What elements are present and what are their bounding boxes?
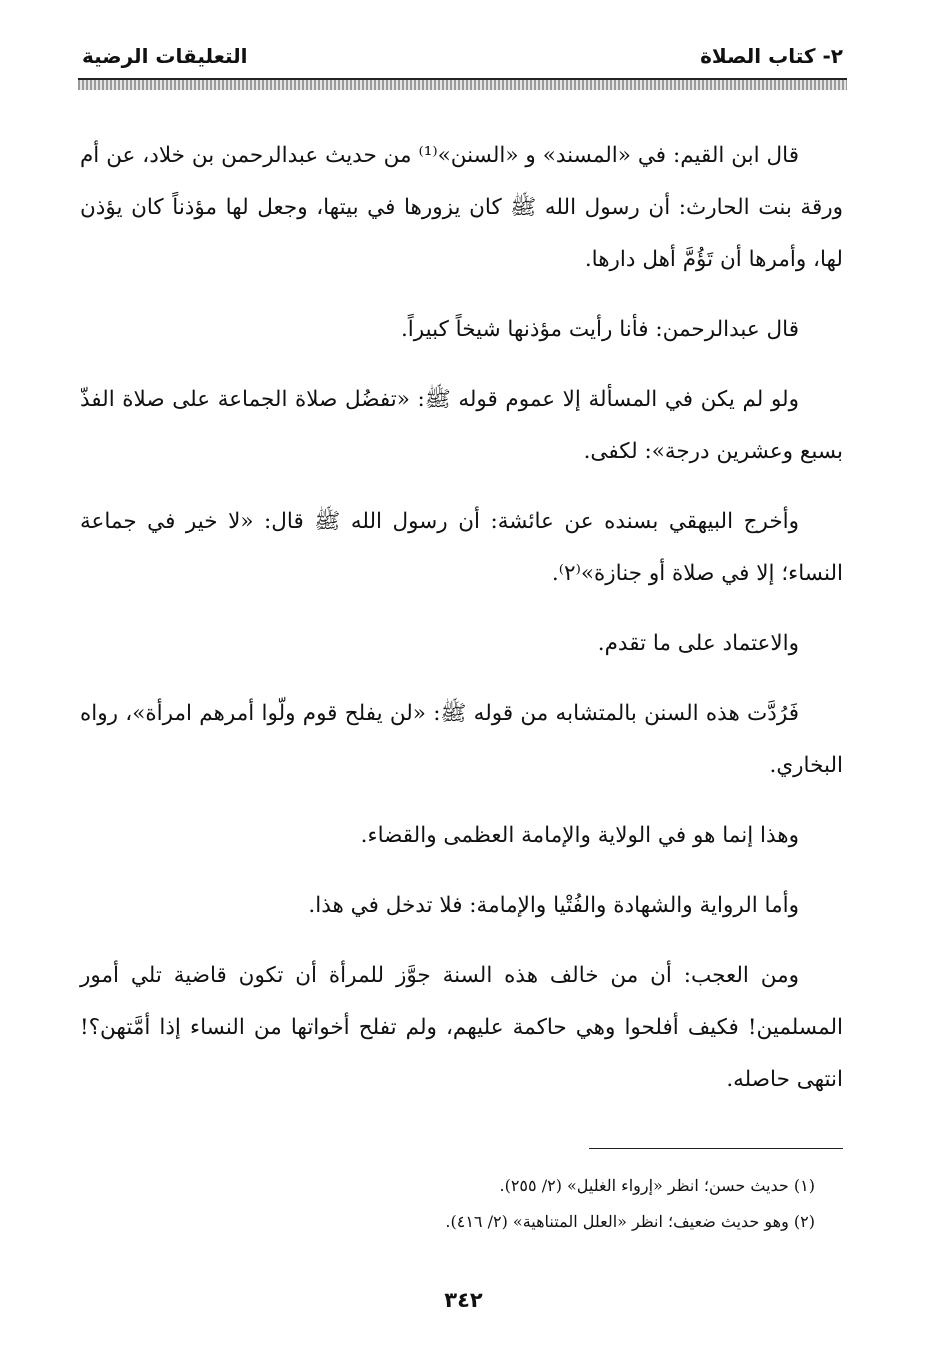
footnote-1: (١) حديث حسن؛ انظر «إرواء الغليل» (٢/ ٢٥٥).	[499, 1176, 815, 1195]
paragraph-reliance: والاعتماد على ما تقدم.	[597, 631, 799, 656]
paragraph-astonishment: ومن العجب: أن من خالف هذه السنة جوَّز للمرأة أن تكون قاضية تلي أمور المسلمين! فكيف أفلحوا وهي حاكمة عليهم، ولم تفلح أخواتها من النساء إذا أمَّتهن؟! انتهى حاصله.	[80, 963, 843, 1092]
paragraph-mutashabih: فَرُدَّت هذه السنن بالمتشابه من قوله ﷺ: «لن يفلح قوم ولّوا أمرهم امرأة»، رواه البخاري.	[80, 701, 843, 778]
main-text	[80, 130, 843, 1106]
footnotes	[80, 1168, 843, 1240]
paragraph-abdulrahman: قال عبدالرحمن: فأنا رأيت مؤذنها شيخاً كبيراً.	[400, 317, 799, 342]
paragraph-bayhaqi: وأخرج البيهقي بسنده عن عائشة: أن رسول الله ﷺ قال: «لا خير في جماعة النساء؛ إلا في صلاة أو جنازة»⁽٢⁾.	[80, 509, 843, 586]
book-title: التعليقات الرضية	[82, 44, 248, 68]
paragraph-wilaya: وهذا إنما هو في الولاية والإمامة العظمى والقضاء.	[360, 823, 799, 848]
chapter-title: ٢- كتاب الصلاة	[700, 44, 843, 68]
footnote-separator	[589, 1148, 843, 1149]
footnote-2: (٢) وهو حديث ضعيف؛ انظر «العلل المتناهية» (٢/ ٤١٦).	[445, 1212, 815, 1231]
running-header	[78, 42, 847, 72]
paragraph-riwaya: وأما الرواية والشهادة والفُتْيا والإمامة: فلا تدخل في هذا.	[308, 893, 799, 918]
paragraph-ibn-qayyim-quote: قال ابن القيم: في «المسند» و «السنن»⁽¹⁾ من حديث عبدالرحمن بن خلاد، عن أم ورقة بنت الحارث: أن رسول الله ﷺ كان يزورها في بيتها، وجعل لها مؤذناً كان يؤذن لها، وأمرها أن تَؤُمَّ أهل دارها.	[80, 143, 843, 272]
header-rule	[78, 78, 847, 90]
page-number: ٣٤٢	[444, 1288, 483, 1312]
paragraph-congregation-hadith: ولو لم يكن في المسألة إلا عموم قوله ﷺ: «تفضُل صلاة الجماعة على صلاة الفذّ بسبع وعشرين درجة»: لكفى.	[80, 387, 843, 464]
